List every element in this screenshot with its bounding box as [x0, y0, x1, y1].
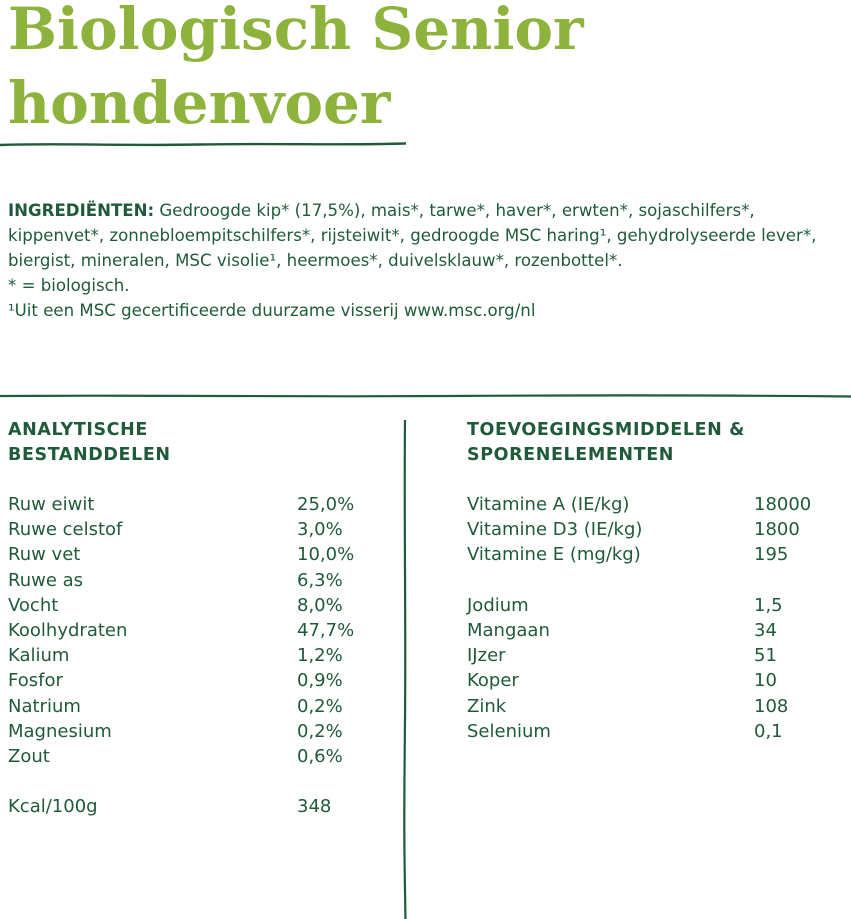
row-name: Natrium: [8, 695, 81, 717]
row-value: 10,0%: [297, 544, 355, 566]
row-value: 0,2%: [297, 695, 343, 717]
section-divider: [0, 392, 851, 400]
additives-heading-line-2: SPORENELEMENTEN: [467, 445, 674, 465]
row-name: Fosfor: [8, 670, 63, 692]
table-row: [467, 668, 847, 693]
row-value: 25,0%: [297, 494, 355, 515]
additives-table: [467, 492, 847, 744]
analytical-column: [8, 418, 388, 818]
table-row: [8, 694, 388, 719]
analytical-heading-line-1: ANALYTISCHE: [8, 420, 148, 440]
table-row: [8, 643, 388, 668]
row-name: Mangaan: [467, 619, 550, 641]
table-row: [8, 668, 388, 693]
row-value: 1800: [754, 519, 800, 541]
row-value: 0,9%: [297, 670, 343, 692]
ingredients-section: [8, 198, 843, 323]
row-name: IJzer: [467, 645, 506, 667]
row-value: 10: [754, 670, 777, 692]
table-row: [8, 517, 388, 542]
row-value: 51: [754, 645, 777, 667]
row-value: 1,2%: [297, 645, 343, 667]
table-row: [467, 492, 847, 517]
title-line-1: Biologisch Senior: [8, 0, 584, 63]
table-row: [467, 719, 847, 744]
title-line-2: hondenvoer: [8, 69, 391, 137]
row-value: 47,7%: [297, 619, 355, 641]
row-name: Vitamine E (mg/kg): [467, 544, 641, 566]
table-row: [8, 618, 388, 643]
analytical-heading: [8, 418, 388, 468]
row-value: 0,1: [754, 720, 783, 742]
row-name: Ruw eiwit: [8, 494, 95, 515]
row-value: 348: [297, 796, 332, 818]
table-row: [8, 542, 388, 567]
table-row: [467, 618, 847, 643]
row-name: Koolhydraten: [8, 619, 128, 641]
row-value: 34: [754, 619, 777, 641]
row-name: Vitamine A (IE/kg): [467, 494, 630, 515]
additives-column: [467, 418, 847, 742]
table-row: [467, 542, 847, 567]
row-spacer: [8, 769, 388, 794]
row-name: Magnesium: [8, 720, 112, 742]
table-row: [8, 744, 388, 769]
row-name: Selenium: [467, 720, 551, 742]
additives-heading-line-1: TOEVOEGINGSMIDDELEN &: [467, 420, 745, 440]
row-name: Ruwe celstof: [8, 519, 123, 541]
row-value: 0,2%: [297, 720, 343, 742]
row-name: Kalium: [8, 645, 70, 667]
additives-heading: [467, 418, 847, 468]
organic-note: * = biologisch.: [8, 276, 130, 295]
table-row: [8, 568, 388, 593]
column-divider: [401, 420, 409, 919]
row-value: 1,5: [754, 594, 783, 616]
page-title: [8, 0, 584, 140]
row-name: Koper: [467, 670, 519, 692]
row-spacer: [467, 568, 847, 593]
table-row: [467, 593, 847, 618]
row-value: 8,0%: [297, 594, 343, 616]
row-name: Kcal/100g: [8, 796, 98, 818]
row-name: Ruw vet: [8, 544, 81, 566]
table-row: [8, 492, 388, 517]
msc-note: ¹Uit een MSC gecertificeerde duurzame visserij www.msc.org/nl: [8, 301, 536, 320]
row-name: Jodium: [467, 594, 529, 616]
row-name: Ruwe as: [8, 569, 84, 591]
row-name: Vitamine D3 (IE/kg): [467, 519, 643, 541]
ingredients-paragraph: [8, 198, 843, 273]
analytical-table: [8, 492, 388, 819]
row-value: 18000: [754, 494, 812, 515]
table-row: [8, 719, 388, 744]
row-value: 108: [754, 695, 789, 717]
ingredients-label: INGREDIËNTEN:: [8, 201, 155, 220]
table-row: [467, 517, 847, 542]
row-name: Zink: [467, 695, 507, 717]
row-value: 0,6%: [297, 745, 343, 767]
row-name: Vocht: [8, 594, 59, 616]
row-value: 3,0%: [297, 519, 343, 541]
table-row: [467, 643, 847, 668]
energy-row: [8, 794, 388, 819]
table-row: [8, 593, 388, 618]
title-underline: [0, 140, 406, 150]
row-value: 6,3%: [297, 569, 343, 591]
analytical-heading-line-2: BESTANDDELEN: [8, 445, 171, 465]
row-name: Zout: [8, 745, 50, 767]
table-row: [467, 694, 847, 719]
ingredients-text: Gedroogde kip* (17,5%), mais*, tarwe*, haver*, erwten*, sojaschilfers*, kippenvet*, zonnebloempitschilfers*, rijsteiwit*, gedroogde MSC haring¹, gehydrolyseerde lever*, biergist, mineralen, MSC visolie¹, heermoes*, duivelsklauw*, rozenbottel*.: [8, 201, 817, 270]
row-value: 195: [754, 544, 789, 566]
